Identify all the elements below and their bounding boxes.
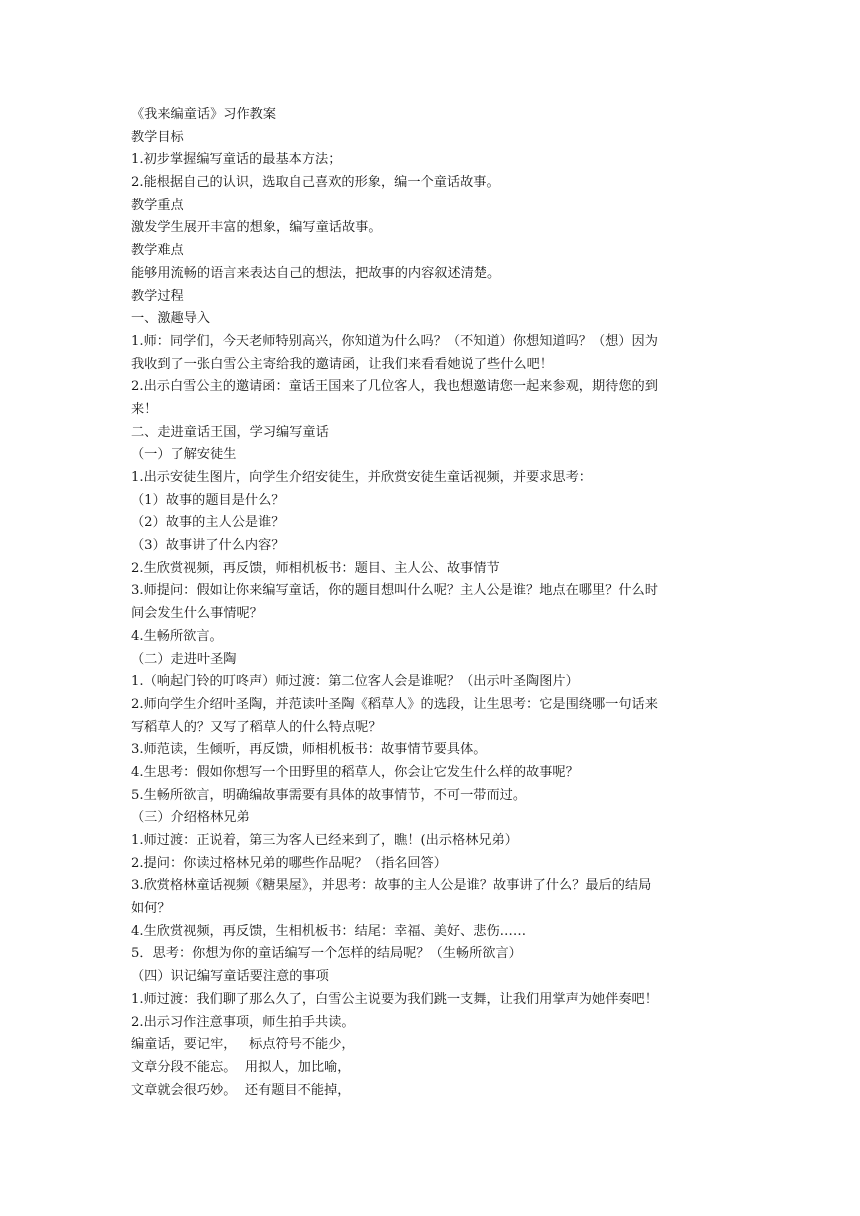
section-heading-difficulties: 教学难点 — [131, 243, 184, 259]
rhyme-line: 文章就会很巧妙。 还有题目不能掉， — [131, 1082, 351, 1098]
text-line: 1.师：同学们，今天老师特别高兴，你知道为什么吗？（不知道）你想知道吗？（想）因为 — [131, 333, 658, 349]
text-line: 2.能根据自己的认识，选取自己喜欢的形象，编一个童话故事。 — [131, 175, 500, 191]
text-line: 2.出示白雪公主的邀请函：童话王国来了几位客人，我也想邀请您一起来参观，期待您的到 — [131, 379, 658, 395]
rhyme-line: 文章分段不能忘。 用拟人，加比喻， — [131, 1059, 351, 1075]
section-heading-key-points: 教学重点 — [131, 197, 184, 213]
text-line: 1.出示安徒生图片，向学生介绍安徒生，并欣赏安徒生童话视频，并要求思考： — [131, 470, 592, 485]
text-line: 2.出示习作注意事项，师生拍手共读。 — [131, 1014, 355, 1030]
document-title: 《我来编童话》习作教案 — [131, 107, 277, 122]
text-line: 写稻草人的？又写了稻草人的什么特点呢？ — [131, 719, 382, 735]
subsection-heading: （一）了解安徒生 — [131, 447, 237, 463]
section-heading-goals: 教学目标 — [131, 129, 184, 145]
section-heading-process: 教学过程 — [131, 288, 184, 304]
text-line: 间会发生什么事情呢？ — [131, 606, 263, 622]
text-line: 2.生欣赏视频，再反馈，师相机板书：题目、主人公、故事情节 — [131, 560, 500, 576]
text-line: 1.（响起门铃的叮咚声）师过渡：第二位客人会是谁呢？（出示叶圣陶图片） — [131, 674, 579, 690]
text-line: 4.生欣赏视频，再反馈，生相机板书：结尾：幸福、美好、悲伤…… — [131, 923, 527, 939]
text-line: 如何？ — [131, 901, 171, 917]
text-line: 激发学生展开丰富的想象，编写童话故事。 — [131, 220, 382, 236]
subsection-heading: （四）识记编写童话要注意的事项 — [131, 969, 329, 985]
document-body — [131, 104, 731, 1102]
rhyme-line: 编童话，要记牢， 标点符号不能少， — [131, 1037, 355, 1053]
text-line: 1.师过渡：正说着，第三为客人已经来到了，瞧！(出示格林兄弟） — [131, 833, 518, 848]
text-line: 来！ — [131, 401, 158, 417]
text-line: 我收到了一张白雪公主寄给我的邀请函，让我们来看看她说了些什么吧！ — [131, 356, 553, 372]
text-line: 3.师提问：假如让你来编写童话，你的题目想叫什么呢？主人公是谁？地点在哪里？什么时 — [131, 583, 658, 599]
text-line: 能够用流畅的语言来表达自己的想法，把故事的内容叙述清楚。 — [131, 265, 501, 281]
subsection-heading: （二）走进叶圣陶 — [131, 651, 237, 667]
text-line: （2）故事的主人公是谁？ — [131, 515, 285, 531]
text-line: （1）故事的题目是什么？ — [131, 492, 285, 508]
text-line: 4.生畅所欲言。 — [131, 628, 223, 644]
subsection-heading: 二、走进童话王国，学习编写童话 — [131, 424, 329, 440]
text-line: 1.初步掌握编写童话的最基本方法； — [131, 152, 342, 168]
text-line: 2.提问：你读过格林兄弟的哪些作品呢？（指名回答） — [131, 855, 447, 871]
subsection-heading: （三）介绍格林兄弟 — [131, 810, 250, 826]
text-line: 5.生畅所欲言，明确编故事需要有具体的故事情节，不可一带而过。 — [131, 787, 527, 803]
text-line: 5．思考：你想为你的童话编写一个怎样的结局呢？（生畅所欲言） — [131, 946, 522, 962]
text-line: （3）故事讲了什么内容？ — [131, 538, 285, 554]
text-line: 3.欣赏格林童话视频《糖果屋》，并思考：故事的主人公是谁？故事讲了什么？最后的结局 — [131, 878, 652, 894]
text-line: 3.师范读，生倾听，再反馈，师相机板书：故事情节要具体。 — [131, 742, 487, 758]
text-line: 2.师向学生介绍叶圣陶，并范读叶圣陶《稻草人》的选段，让生思考：它是围绕哪一句话来 — [131, 696, 658, 712]
subsection-heading: 一、激趣导入 — [131, 311, 211, 327]
text-line: 4.生思考：假如你想写一个田野里的稻草人，你会让它发生什么样的故事呢？ — [131, 764, 579, 780]
text-line: 1.师过渡：我们聊了那么久了，白雪公主说要为我们跳一支舞，让我们用掌声为她伴奏吧！ — [131, 991, 658, 1007]
